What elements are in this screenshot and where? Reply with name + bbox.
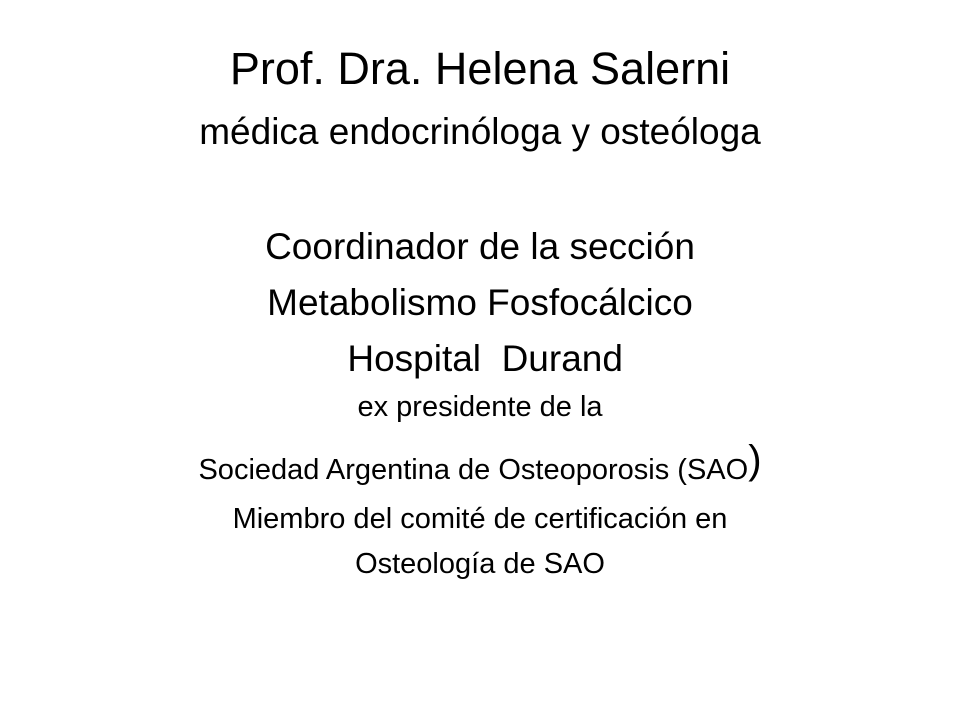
osteology-line: Osteología de SAO <box>355 548 605 580</box>
committee-line: Miembro del comité de certificación en <box>232 503 728 535</box>
slide-title: Prof. Dra. Helena Salerni <box>229 43 731 94</box>
hospital-name-text: Hospital Durand <box>337 338 623 379</box>
former-president-line: ex presidente de la <box>357 391 603 423</box>
closing-paren: ) <box>748 438 762 482</box>
role-coordinator: Coordinador de la sección <box>265 226 695 267</box>
hospital-name <box>0 340 960 377</box>
society-name: Sociedad Argentina de Osteoporosis (SAO <box>198 454 749 486</box>
slide-subtitle: médica endocrinóloga y osteóloga <box>199 111 761 152</box>
society-line <box>0 438 960 486</box>
section-name: Metabolismo Fosfocálcico <box>267 282 693 323</box>
